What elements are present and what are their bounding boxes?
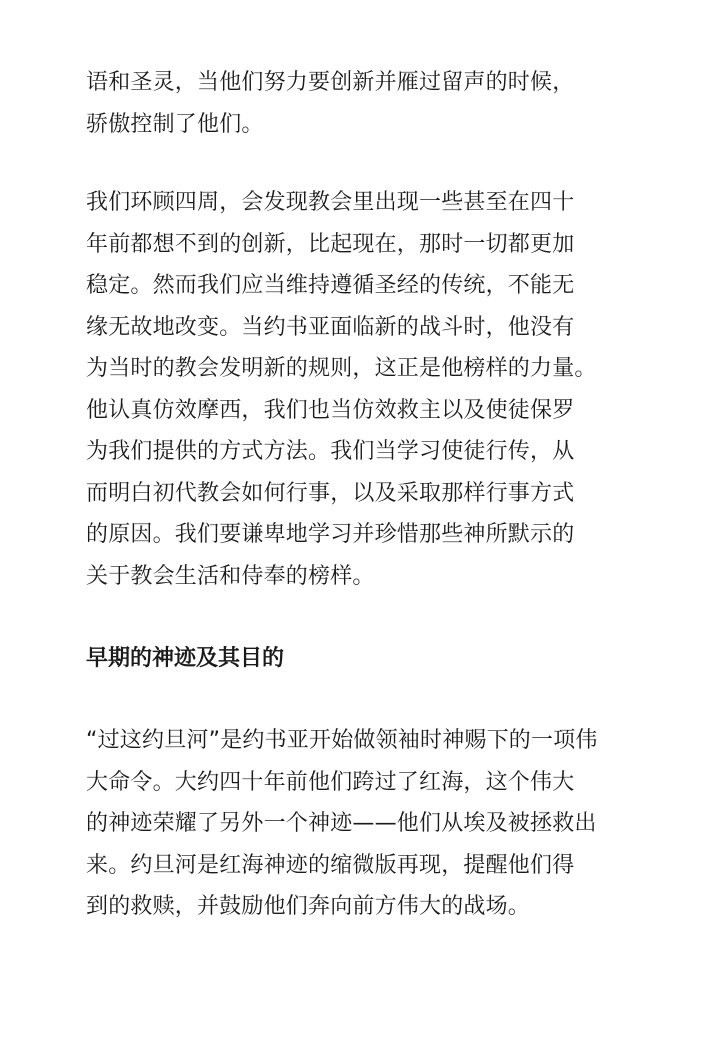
- paragraph-spacer: [86, 679, 646, 720]
- paragraph-3: [86, 720, 646, 928]
- text-line: 的神迹荣耀了另外一个神迹——他们从埃及被拯救出: [86, 811, 597, 836]
- text-line: 来。约旦河是红海神迹的缩微版再现，提醒他们得: [86, 852, 575, 878]
- paragraph-spacer: [86, 597, 646, 638]
- paragraph-1: [86, 62, 646, 145]
- document-page: [86, 62, 646, 928]
- text-line: 稳定。然而我们应当维持遵循圣经的传统，不能无: [86, 273, 575, 298]
- text-line: 年前都想不到的创新，比起现在，那时一切都更加: [86, 231, 575, 257]
- text-line: 他认真仿效摩西，我们也当仿效救主以及使徒保罗: [86, 397, 575, 423]
- text-line: 大命令。大约四十年前他们跨过了红海，这个伟大: [86, 769, 575, 795]
- text-line: 到的救赎，并鼓励他们奔向前方伟大的战场。: [86, 894, 531, 919]
- text-line: 语和圣灵，当他们努力要创新并雁过留声的时候，: [86, 70, 575, 95]
- text-line: “过这约旦河”是约书亚开始做领袖时神赐下的一项伟: [86, 728, 598, 753]
- text-line: 缘无故地改变。当约书亚面临新的战斗时，他没有: [86, 314, 575, 340]
- text-line: 为当时的教会发明新的规则，这正是他榜样的力量。: [86, 356, 597, 381]
- text-line: 为我们提供的方式方法。我们当学习使徒行传，从: [86, 439, 575, 464]
- text-line: 而明白初代教会如何行事，以及采取那样行事方式: [86, 480, 575, 506]
- text-line: 的原因。我们要谦卑地学习并珍惜那些神所默示的: [86, 522, 575, 547]
- text-line: 关于教会生活和侍奉的榜样。: [86, 563, 375, 589]
- section-heading: 早期的神迹及其目的: [86, 646, 285, 671]
- paragraph-spacer: [86, 145, 646, 182]
- paragraph-2: [86, 182, 646, 597]
- text-line: 骄傲控制了他们。: [86, 111, 264, 137]
- text-line: 我们环顾四周，会发现教会里出现一些甚至在四十: [86, 190, 575, 215]
